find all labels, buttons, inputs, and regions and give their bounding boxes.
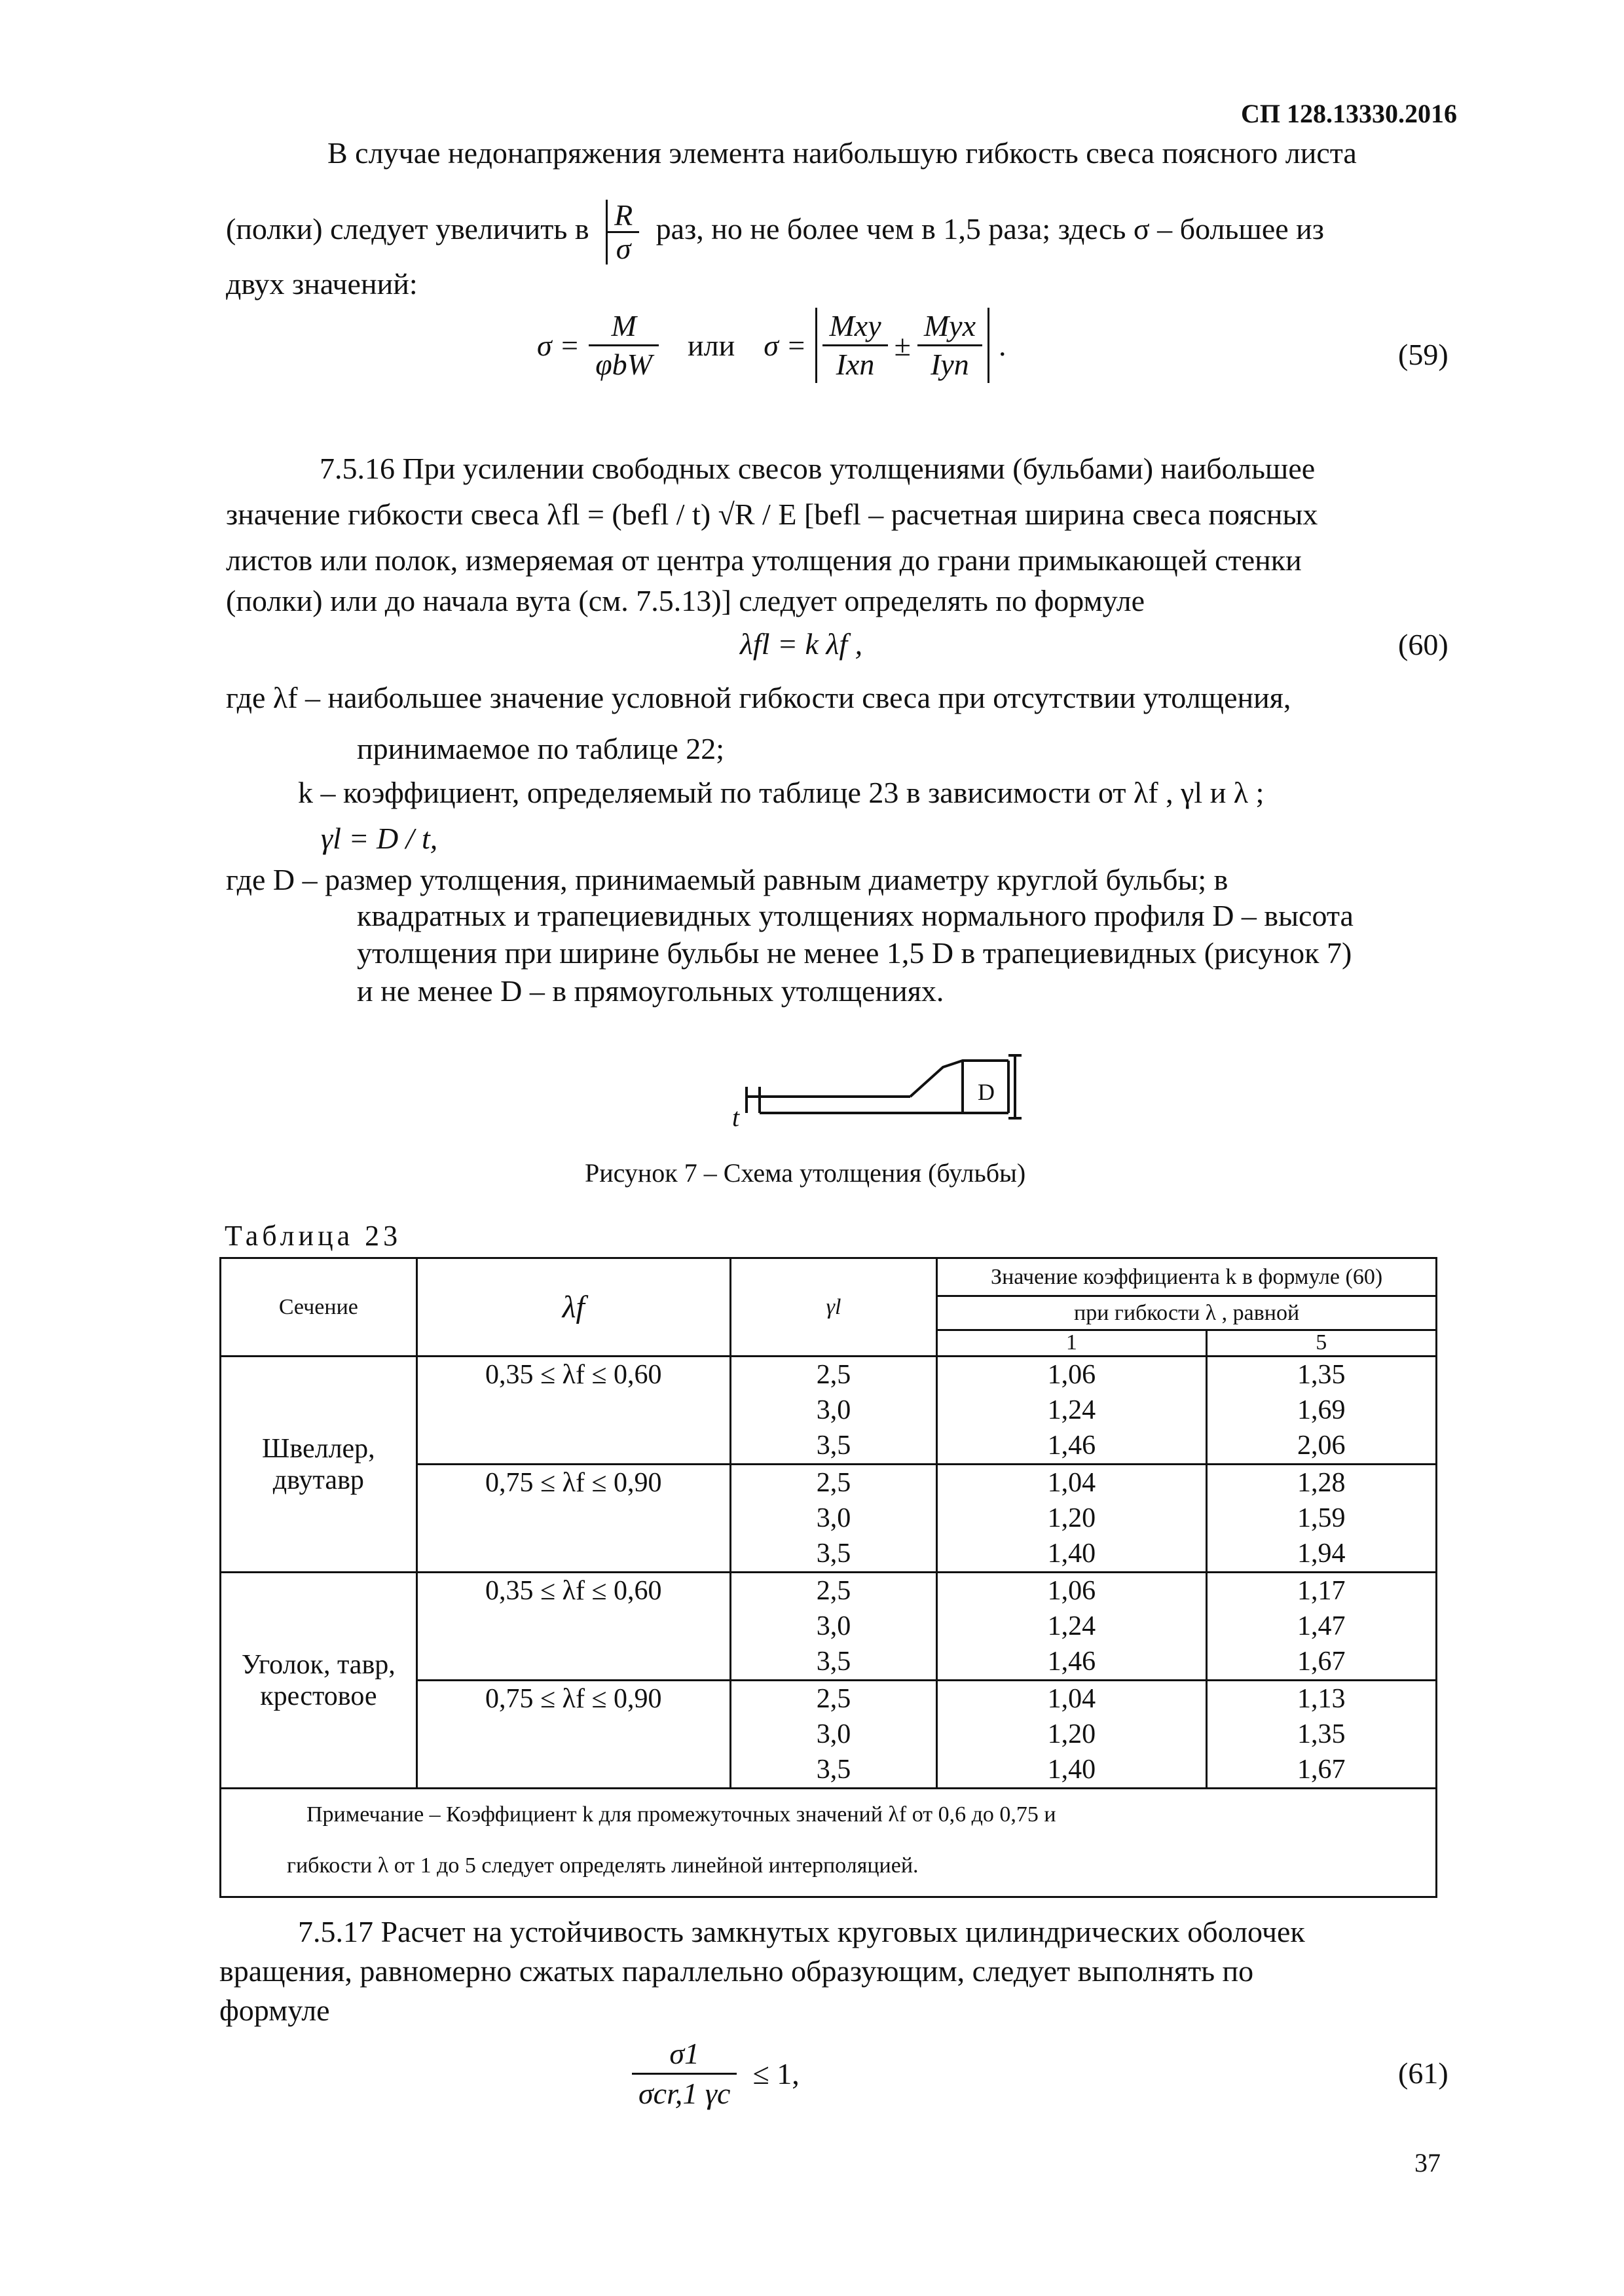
range-cell: 0,35 ≤ λf ≤ 0,60 (416, 1357, 730, 1465)
gamma-definition: γl = D / t, (321, 822, 438, 855)
page-number: 37 (1414, 2148, 1441, 2178)
section-7516-line-2: значение гибкости свеса λfl = (befl / t) √R / E [befl – расчетная ширина свеса поясных (226, 498, 1318, 531)
equation-59-number: (59) (1398, 338, 1449, 371)
where-d-line-4: и не менее D – в прямоугольных утолщениях. (357, 974, 944, 1008)
header-col-5: 5 (1206, 1330, 1436, 1357)
gamma-cell: 2,5 3,0 3,5 (730, 1465, 936, 1573)
figure-label-t: t (732, 1102, 740, 1132)
where-d-line-3: утолщения при ширине бульбы не менее 1,5 D в трапециевидных (рисунок 7) (357, 936, 1352, 970)
intro-line-3: двух значений: (226, 267, 418, 301)
intro-line-1: В случае недонапряжения элемента наибольшую гибкость свеса поясного листа (327, 136, 1357, 170)
where-k: k – коэффициент, определяемый по таблице 23 в зависимости от λf , γl и λ ; (298, 776, 1264, 809)
equation-59: σ = $\frac{M}{\text{φbW}}$ или σ = $\frac{\text{Mxy}}{\text{Ixn}}$ ± $\frac{\text{Myx}}{\text{Iyn}}$ . (537, 308, 1006, 383)
section-7517-line-1: 7.5.17 Расчет на устойчивость замкнутых круговых цилиндрических оболочек (298, 1915, 1305, 1948)
where-lambda-f: где λf – наибольшее значение условной гибкости свеса при отсутствии утолщения, (226, 681, 1291, 714)
equation-61-number: (61) (1398, 2056, 1449, 2090)
header-coefficient: Значение коэффициента k в формуле (60) (937, 1258, 1437, 1296)
range-cell: 0,75 ≤ λf ≤ 0,90 (416, 1465, 730, 1573)
section-7516-line-3: листов или полок, измеряемая от центра утолщения до грани примыкающей стенки (226, 543, 1302, 577)
section-7516-line-1: 7.5.16 При усилении свободных свесов утолщениями (бульбами) наибольшее (320, 452, 1316, 485)
sqrt-r-over-sigma: $\frac{R}{\sigma}$ (606, 200, 639, 264)
where-lambda-f-cont: принимаемое по таблице 22; (357, 732, 725, 765)
section-7517-line-3: формуле (219, 1994, 330, 2027)
k1-cell: 1,06 1,24 1,46 (937, 1357, 1206, 1465)
k1-cell: 1,06 1,24 1,46 (937, 1573, 1206, 1681)
header-gamma: γl (730, 1258, 936, 1357)
header-section: Сечение (221, 1258, 417, 1357)
bulb-thickening-figure (720, 1034, 1048, 1139)
equation-61: $\frac{\sigma 1}{\text{σcr,1 γc}}$ ≤ 1, (632, 2035, 800, 2113)
document-code: СП 128.13330.2016 (1241, 99, 1457, 128)
k5-cell: 1,17 1,47 1,67 (1206, 1573, 1436, 1681)
range-cell: 0,75 ≤ λf ≤ 0,90 (416, 1681, 730, 1789)
equation-60: λfl = k λf , (740, 627, 863, 661)
table-23 (219, 1257, 1437, 1898)
equation-60-number: (60) (1398, 628, 1449, 661)
gamma-cell: 2,5 3,0 3,5 (730, 1357, 936, 1465)
gamma-cell: 2,5 3,0 3,5 (730, 1573, 936, 1681)
section-7516-line-4: (полки) или до начала вута (см. 7.5.13)] следует определять по формуле (226, 584, 1145, 617)
group-name: Уголок, тавр, крестовое (221, 1573, 417, 1789)
gamma-cell: 2,5 3,0 3,5 (730, 1681, 936, 1789)
group-name: Швеллер, двутавр (221, 1357, 417, 1573)
k1-cell: 1,04 1,20 1,40 (937, 1681, 1206, 1789)
where-d-line-1: где D – размер утолщения, принимаемый равным диаметру круглой бульбы; в (226, 863, 1228, 896)
k5-cell: 1,35 1,69 2,06 (1206, 1357, 1436, 1465)
k1-cell: 1,04 1,20 1,40 (937, 1465, 1206, 1573)
figure-label-d: D (978, 1079, 995, 1105)
section-7517-line-2: вращения, равномерно сжатых параллельно образующим, следует выполнять по (219, 1954, 1254, 1988)
header-col-1: 1 (937, 1330, 1206, 1357)
where-d-line-2: квадратных и трапециевидных утолщениях нормального профиля D – высота (357, 899, 1354, 932)
range-cell: 0,35 ≤ λf ≤ 0,60 (416, 1573, 730, 1681)
header-slenderness: при гибкости λ , равной (937, 1296, 1437, 1330)
table-title: Таблица 23 (225, 1220, 402, 1252)
intro-line-2: (полки) следует увеличить в $\frac{R}{\sigma}$ раз, но не более чем в 1,5 раза; здесь σ – большее из (226, 198, 1324, 265)
table-note: Примечание – Коэффициент k для промежуточных значений λf от 0,6 до 0,75 и гибкости λ от 1 до 5 следует определять линейной интерполяцией. (221, 1789, 1437, 1897)
k5-cell: 1,28 1,59 1,94 (1206, 1465, 1436, 1573)
header-lambda: λf (416, 1258, 730, 1357)
figure-caption: Рисунок 7 – Схема утолщения (бульбы) (585, 1158, 1026, 1188)
k5-cell: 1,13 1,35 1,67 (1206, 1681, 1436, 1789)
